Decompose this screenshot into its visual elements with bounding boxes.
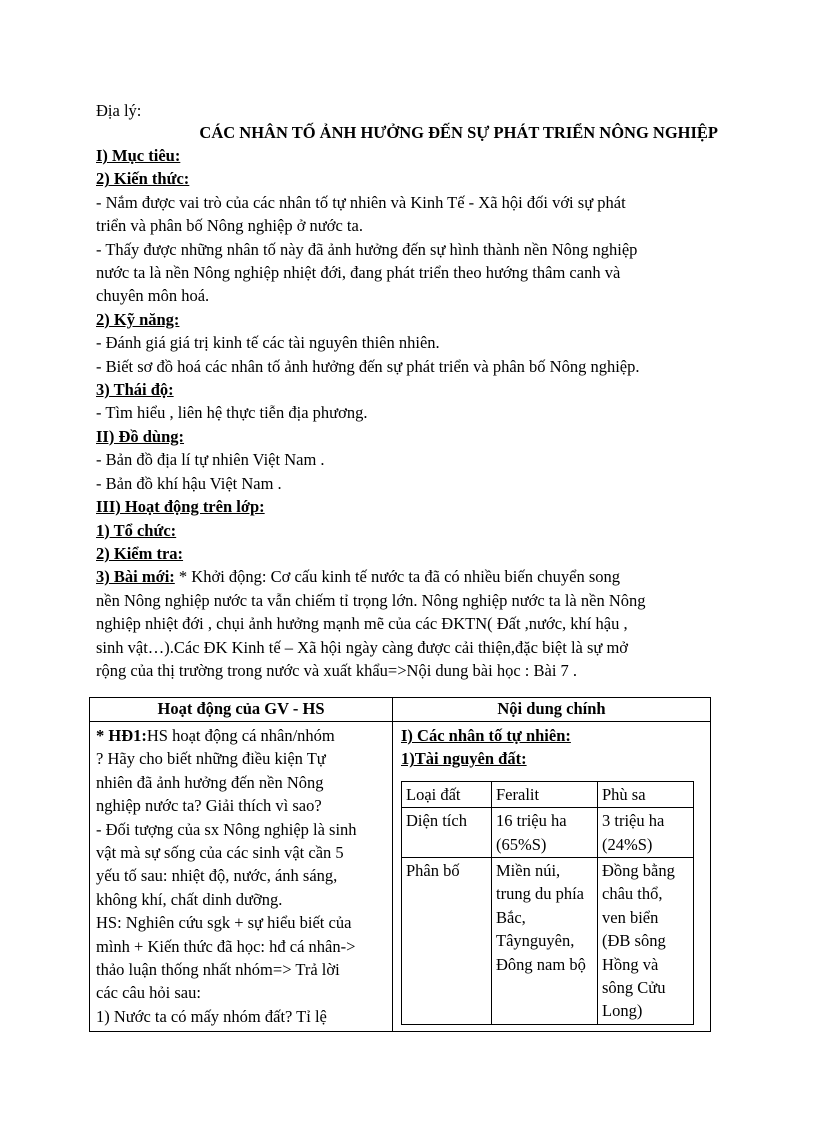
text-line: vật mà sự sống của các sinh vật cần 5 xyxy=(96,843,344,863)
table-row xyxy=(402,858,694,1025)
text-line: - Nắm được vai trò của các nhân tố tự nhiên và Kinh Tế - Xã hội đối với sự phát xyxy=(96,192,626,212)
text-line: các câu hỏi sau: xyxy=(96,983,201,1003)
table-row xyxy=(402,808,694,858)
text-line: mình + Kiến thức đã học: hđ cá nhân-> xyxy=(96,936,356,956)
text-line: không khí, chất dinh dưỡng. xyxy=(96,889,283,909)
text-line xyxy=(96,724,386,747)
table-cell: Đồng bằng châu thổ, ven biển (ĐB sông Hồng và sông Cửu Long) xyxy=(598,858,694,1025)
text-line: nghiệp nhiệt đới , chụi ảnh hưởng mạnh mẽ của các ĐKTN( Đất ,nước, khí hậu , xyxy=(96,614,628,634)
text-line: - Đánh giá giá trị kinh tế các tài nguyên thiên nhiên. xyxy=(96,333,440,353)
content-cell xyxy=(393,722,711,1032)
text-line: nghiệp nước ta? Giải thích vì sao? xyxy=(96,796,322,816)
text-line: - Thấy được những nhân tố này đã ảnh hưởng đến sự hình thành nền Nông nghiệp xyxy=(96,239,638,259)
table-cell: Phân bố xyxy=(402,858,492,1025)
subject-label: Địa lý: xyxy=(96,101,142,120)
heading-bai-moi: 3) Bài mới: xyxy=(96,567,175,587)
heading-hoat-dong: III) Hoạt động trên lớp: xyxy=(96,497,265,517)
kien-thuc-text xyxy=(96,191,721,308)
text-line: HS: Nghiên cứu sgk + sự hiểu biết của xyxy=(96,913,352,933)
table-row xyxy=(402,781,694,807)
table-cell: 3 triệu ha (24%S) xyxy=(598,808,694,858)
text-line: yếu tố sau: nhiệt độ, nước, ánh sáng, xyxy=(96,866,338,886)
activity-label: * HĐ1: xyxy=(96,726,147,745)
heading-kien-thuc: 2) Kiến thức: xyxy=(96,169,190,189)
text-line: ? Hãy cho biết những điều kiện Tự xyxy=(96,749,326,769)
lesson-title: CÁC NHÂN TỐ ẢNH HƯỞNG ĐẾN SỰ PHÁT TRIỂN NÔNG NGHIỆP xyxy=(199,123,718,142)
heading-do-dung: II) Đồ dùng: xyxy=(96,426,185,446)
text-line: - Bản đồ khí hậu Việt Nam . xyxy=(96,473,282,493)
col-header-content: Nội dung chính xyxy=(393,698,711,722)
text-line: - Biết sơ đồ hoá các nhân tố ảnh hưởng đến sự phát triển và phân bố Nông nghiệp. xyxy=(96,356,640,376)
bai-moi-first-line xyxy=(96,565,721,588)
col-header-activities: Hoạt động của GV - HS xyxy=(90,698,393,722)
heading-ky-nang: 2) Kỹ năng: xyxy=(96,309,180,329)
soil-table xyxy=(401,781,694,1025)
text-line: thảo luận thống nhất nhóm=> Trả lời xyxy=(96,960,340,980)
text-line: nước ta là nền Nông nghiệp nhiệt đới, đang phát triển theo hướng thâm canh và xyxy=(96,263,621,283)
table-cell: Diện tích xyxy=(402,808,492,858)
text-line: sinh vật…).Các ĐK Kinh tế – Xã hội ngày càng được cải thiện,đặc biệt là sự mở xyxy=(96,637,629,657)
text-line: 1) Nước ta có mấy nhóm đất? Tỉ lệ xyxy=(96,1006,327,1026)
heading-kiem-tra: 2) Kiểm tra: xyxy=(96,543,184,563)
text-line: nền Nông nghiệp nước ta vẫn chiếm tỉ trọng lớn. Nông nghiệp nước ta là nền Nông xyxy=(96,590,646,610)
bai-moi-intro: * Khởi động: Cơ cấu kinh tế nước ta đã có nhiều biến chuyển song xyxy=(174,567,621,587)
heading-thai-do: 3) Thái độ: xyxy=(96,380,174,400)
text-line: - Tìm hiểu , liên hệ thực tiễn địa phương. xyxy=(96,403,368,423)
table-cell: Miền núi, trung du phía Bắc, Tâynguyên, Đông nam bộ xyxy=(492,858,598,1025)
table-header-row xyxy=(90,698,711,722)
lesson-table xyxy=(89,697,711,1032)
text-line: triển và phân bố Nông nghiệp ở nước ta. xyxy=(96,216,363,236)
heading-land-resources: 1)Tài nguyên đất: xyxy=(401,749,527,769)
table-row xyxy=(90,722,711,1032)
text-line: - Đối tượng của sx Nông nghiệp là sinh xyxy=(96,819,357,839)
text-line: rộng của thị trường trong nước và xuất khẩu=>Nội dung bài học : Bài 7 . xyxy=(96,660,578,680)
text-line: - Bản đồ địa lí tự nhiên Việt Nam . xyxy=(96,450,325,470)
table-cell: 16 triệu ha (65%S) xyxy=(492,808,598,858)
table-cell: Loại đất xyxy=(402,781,492,807)
document-page xyxy=(96,100,721,682)
heading-to-chuc: 1) Tổ chức: xyxy=(96,520,177,540)
activity-intro: HS hoạt động cá nhân/nhóm xyxy=(146,726,335,745)
text-line: nhiên đã ảnh hưởng đến nền Nông xyxy=(96,772,324,792)
text-line: chuyên môn hoá. xyxy=(96,286,210,306)
activities-cell xyxy=(90,722,393,1032)
heading-natural-factors: I) Các nhân tố tự nhiên: xyxy=(401,726,571,745)
table-cell: Feralit xyxy=(492,781,598,807)
heading-muc-tieu: I) Mục tiêu: xyxy=(96,146,181,165)
table-cell: Phù sa xyxy=(598,781,694,807)
